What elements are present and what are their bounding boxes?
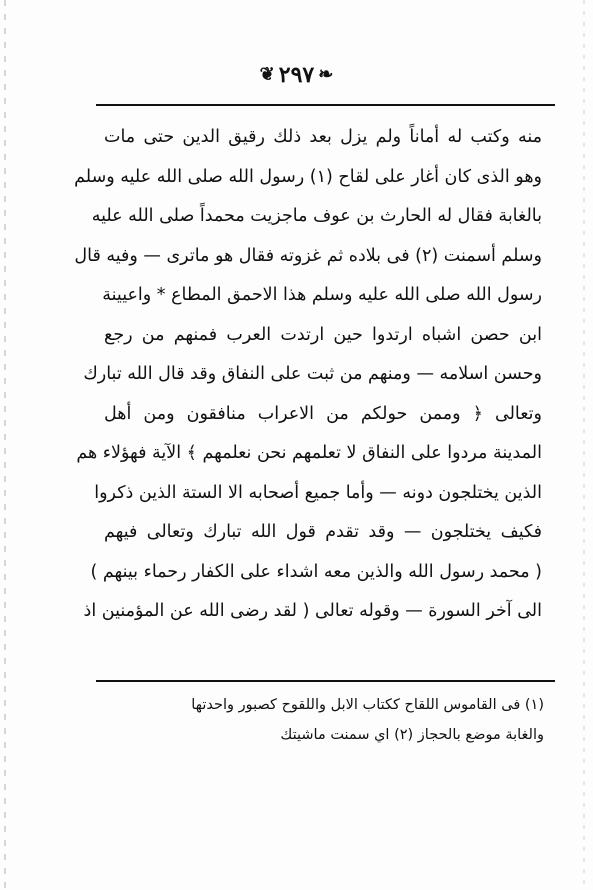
top-rule bbox=[96, 104, 555, 106]
text-line: وسلم أسمنت (٢) فى بلاده ثم غزوته فقال هو ماترى — وفيه قال bbox=[74, 245, 542, 266]
footnote-separator bbox=[96, 680, 555, 682]
scan-edge-left bbox=[4, 0, 6, 890]
text-line: وهو الذى كان أغار على لقاح (١) رسول الله صلى الله عليه وسلم bbox=[74, 166, 542, 187]
text-line: بالغابة فقال له الحارث بن عوف ماجزيت محمداً صلى الله عليه bbox=[91, 206, 542, 226]
text-line: وحسن اسلامه — ومنهم من ثبت على النفاق وقد قال الله تبارك bbox=[83, 364, 542, 384]
text-line: الذين يختلجون دونه — وأما جميع أصحابه الا الستة الذين ذكروا bbox=[94, 482, 542, 503]
text-line: ابن حصن اشباه ارتدوا حين ارتدت العرب فمنهم من رجع bbox=[104, 324, 542, 345]
text-line: فكيف يختلجون — وقد تقدم قول الله تبارك وتعالى فيهم bbox=[104, 522, 542, 542]
page-number: ٢٩٧ bbox=[278, 62, 315, 88]
text-line: المدينة مردوا على النفاق لا تعلمهم نحن نعلمهم ﴾ الآية فهؤلاء هم bbox=[76, 443, 542, 463]
footnotes bbox=[104, 690, 544, 750]
text-line: منه وكتب له أماناً ولم يزل بعد ذلك رقيق الدين حتى مات bbox=[104, 127, 542, 147]
text-line: الى آخر السورة — وقوله تعالى ( لقد رضى الله عن المؤمنين اذ bbox=[83, 601, 542, 621]
main-text bbox=[74, 118, 542, 632]
footnote-line: (١) فى القاموس اللقاح ككتاب الابل واللقوح كصبور واحدتها bbox=[191, 697, 544, 713]
page-number-block bbox=[260, 62, 334, 88]
ornament-left-icon: ❦ bbox=[259, 64, 275, 85]
text-line: وتعالى ﴿ وممن حولكم من الاعراب منافقون ومن أهل bbox=[104, 403, 542, 424]
ornament-right-icon: ❧ bbox=[318, 64, 334, 85]
text-line: رسول الله صلى الله عليه وسلم هذا الاحمق المطاع * واعيينة bbox=[102, 285, 542, 305]
text-line: ( محمد رسول الله والذين معه اشداء على الكفار رحماء بينهم ) bbox=[90, 561, 542, 582]
footnote-line: والغابة موضع بالحجاز (٢) اي سمنت ماشيتك bbox=[280, 727, 544, 743]
page-header bbox=[0, 62, 593, 98]
scan-edge-right bbox=[583, 0, 585, 890]
